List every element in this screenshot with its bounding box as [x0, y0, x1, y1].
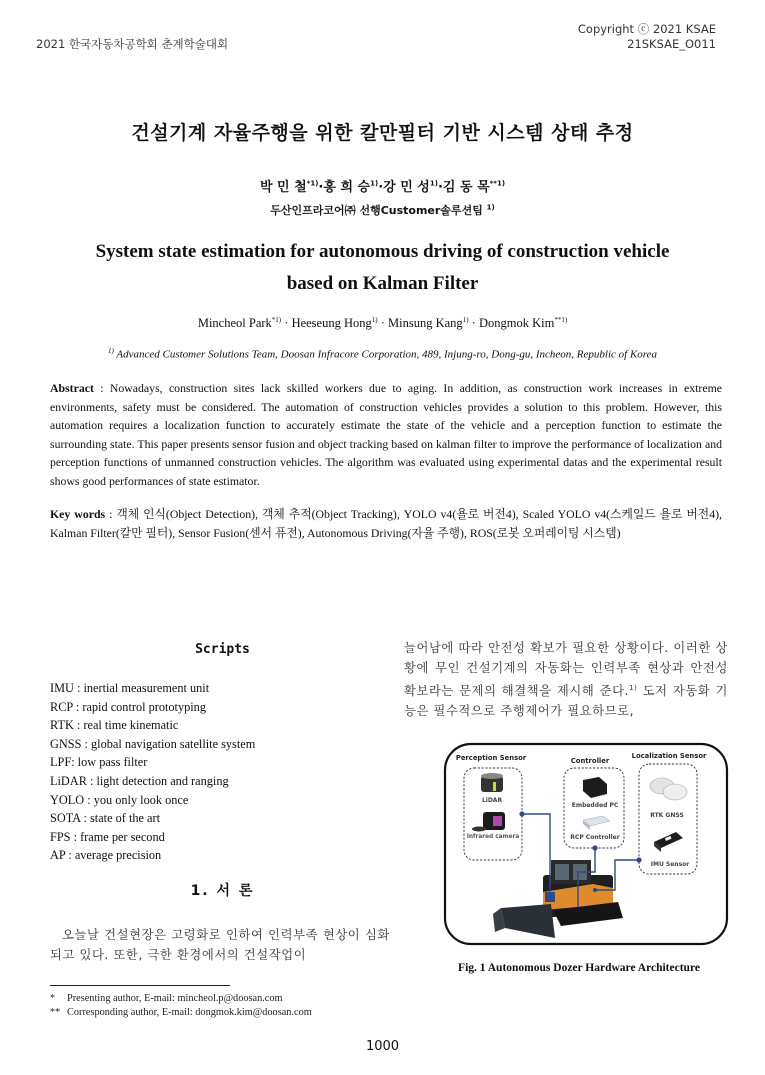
item-imu-sensor: IMU Sensor: [650, 861, 690, 868]
author-separator: ·: [377, 316, 389, 331]
footnotes: [50, 992, 312, 1020]
script-item: LPF: low pass filter: [50, 755, 148, 770]
item-embedded-pc: Embedded PC: [571, 802, 619, 809]
intro-text: 늘어남에 따라 안전성 확보가 필요한 상황이다. 이러한 상황에 무인 건설기계의 자동화는 인력부족 현상과 안전성 확보라는 문제의 해결책을 제시해 준다.: [404, 641, 728, 699]
footnote-mark: *: [50, 993, 56, 1004]
title-en-line1: System state estimation for autonomous driving of construction vehicle: [95, 241, 670, 262]
item-rcp-controller: RCP Controller: [570, 834, 620, 841]
author-mark: 1): [429, 179, 438, 188]
affiliation-mark: 1): [107, 347, 114, 355]
script-item: GNSS : global navigation satellite system: [50, 736, 256, 751]
author-mark: 1): [371, 316, 378, 324]
script-item: FPS : frame per second: [50, 829, 165, 844]
keywords-text: : 객체 인식(Object Detection), 객체 추적(Object Tracking), YOLO v4(욜로 버전4), Scaled YOLO v4(스케일드 욜로 버전4), Kalman Filter(칼만 필터), Sensor Fusion(센서 퓨전), Autonomous Driving(자율 주행), ROS(로봇 오퍼레이팅 시스템): [50, 507, 722, 540]
figure-caption: Fig. 1 Autonomous Dozer Hardware Architecture: [458, 962, 700, 974]
title-korean: 건설기계 자율주행을 위한 칼만필터 기반 시스템 상태 추정: [131, 122, 634, 144]
group-title-perception: Perception Sensor: [455, 754, 527, 762]
lidar-icon: [481, 773, 503, 792]
footnote-text: Presenting author, E-mail: mincheol.p@doosan.com: [67, 993, 283, 1004]
affiliation-korean: [0, 202, 765, 218]
author-en: Mincheol Park: [197, 316, 272, 331]
paper-id: 21SKSAE_O011: [627, 37, 716, 51]
author-en: Heeseung Hong: [291, 316, 372, 331]
script-item: RTK : real time kinematic: [50, 718, 179, 733]
group-title-controller: Controller: [570, 757, 610, 765]
script-item: IMU : inertial measurement unit: [50, 681, 210, 695]
figure-hardware-architecture: [443, 742, 729, 946]
author-ko: 홍 희 승: [323, 180, 371, 195]
keywords: [50, 505, 722, 542]
authors-korean: 박 민 철$^{*1)}$·홍 희 승$^{1)}$·강 민 성$^{1)}$·김 동 목$^{**1)}$: [259, 179, 506, 195]
author-separator: ·: [281, 316, 292, 331]
abstract-label: Abstract: [50, 381, 94, 395]
author-mark: 1): [462, 316, 469, 324]
scripts-heading: Scripts: [195, 642, 250, 657]
affiliation-english: [0, 347, 765, 361]
conference-name: 2021 한국자동차공학회 춘계학술대회: [36, 37, 229, 51]
affiliation-en-text: Advanced Customer Solutions Team, Doosan Infracore Corporation, 489, Injung-ro, Dong-gu, Incheon, Republic of Korea: [116, 348, 658, 361]
author-mark: **1): [554, 316, 568, 324]
copyright-notice: Copyright ⓒ 2021 KSAE: [577, 22, 716, 36]
scripts-list: [50, 679, 255, 865]
item-lidar: LiDAR: [481, 797, 503, 804]
author-mark: *1): [271, 316, 282, 324]
reference-mark: 1): [629, 684, 638, 692]
keywords-label: Key words: [50, 507, 106, 521]
author-separator: ·: [468, 316, 479, 331]
affiliation-mark: 1): [486, 203, 495, 212]
title-english: [0, 236, 765, 300]
abstract-text: : Nowadays, construction sites lack skilled workers due to aging. In addition, as construction work increases in extreme environments, safety must be considered. The automation of construction vehicles provides a solution to this problem. However, this automation requires a localization function to accurately estimate the state of the vehicle and a perception function to estimate the surrounding state. This paper presents sensor fusion and object tracking based on kalman filter to improve the performance of localization and perception functions of unmanned construction vehicles. The algorithm was evaluated using experimental datas and the experimental result shows good performances of state estimator.: [50, 381, 722, 488]
author-en: Minsung Kang: [388, 316, 463, 331]
authors-english: [0, 316, 765, 331]
script-item: SOTA : state of the art: [50, 811, 161, 826]
author-ko: 박 민 철: [259, 180, 307, 195]
footnote: [50, 992, 312, 1006]
footnote-mark: **: [50, 1007, 61, 1018]
script-item: YOLO : you only look once: [50, 792, 189, 807]
author-en: Dongmok Kim: [478, 316, 555, 331]
author-mark: *1): [306, 179, 319, 188]
intro-text: 도저 자동화 기능은 필수적으로 주행제어가 필요하므로,: [404, 684, 728, 719]
title-en-line2: based on Kalman Filter: [286, 273, 479, 294]
footnote-divider: [50, 985, 230, 986]
author-mark: **1): [489, 179, 506, 188]
affiliation-ko-text: 두산인프라코어㈜ 선행Customer솔루션팀: [270, 204, 483, 217]
section-heading-introduction: 1. 서 론: [190, 883, 255, 899]
author-ko: 강 민 성: [383, 180, 430, 195]
author-ko: 김 동 목: [442, 180, 490, 195]
item-infrared-camera: Infrared camera: [466, 834, 520, 840]
abstract: [50, 379, 722, 490]
script-item: RCP : rapid control prototyping: [50, 699, 206, 714]
item-rtk-gnss: RTK GNSS: [650, 812, 684, 819]
footnote: [50, 1006, 312, 1020]
script-item: AP : average precision: [50, 848, 162, 863]
group-title-localization: Localization Sensor: [631, 752, 707, 760]
page-number: 1000: [365, 1039, 400, 1054]
footnote-text: Corresponding author, E-mail: dongmok.kim@doosan.com: [67, 1007, 312, 1018]
intro-paragraph-left: 오늘날 건설현장은 고령화로 인하여 인력부족 현상이 심화되고 있다. 또한, 극한 환경에서의 건설작업이: [50, 928, 390, 962]
intro-paragraph-right: [404, 638, 728, 721]
script-item: LiDAR : light detection and ranging: [50, 773, 229, 788]
header-right: [578, 22, 716, 52]
author-mark: 1): [370, 179, 379, 188]
